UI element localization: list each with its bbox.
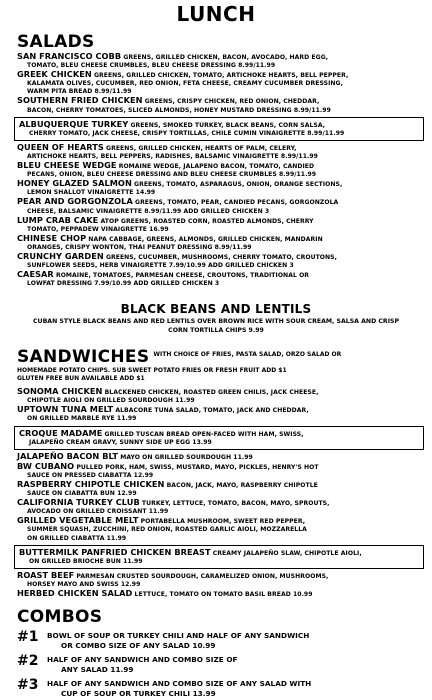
menu-item-description-cont: CHEESE, BALSAMIC VINAIGRETTE 8.99/11.99 ADD GRILLED CHICKEN 3 <box>27 207 270 215</box>
combo-number: #1 <box>17 629 39 646</box>
menu-item-name: CRUNCHY GARDEN <box>17 250 104 261</box>
menu-item <box>17 571 415 589</box>
menu-item-name: JALAPEÑO BACON BLT <box>17 450 119 461</box>
menu-item-name: CROQUE MADAME <box>19 427 103 438</box>
menu-item-name: BW CUBANO <box>17 460 75 471</box>
menu-item-description: GREENS, CUCUMBER, MUSHROOMS, CHERRY TOMATO, CROUTONS, <box>105 253 337 261</box>
menu-item-description: LETTUCE, TOMATO ON TOMATO BASIL BREAD 10.99 <box>134 591 313 599</box>
menu-item-description: GREENS, TOMATO, ASPARAGUS, ONION, ORANGE SECTIONS, <box>134 181 343 189</box>
combo-item <box>17 653 432 675</box>
combo-number: #3 <box>17 677 39 694</box>
combos-heading: COMBOS <box>17 607 103 628</box>
menu-item-description: ATOP GREENS, ROASTED CORN, ROASTED ALMONDS, CHERRY <box>100 217 314 225</box>
menu-item-description-cont: AVOCADO ON GRILLED CROISSANT 11.99 <box>27 508 169 516</box>
menu-item <box>17 143 415 161</box>
sandwiches-heading: SANDWICHES <box>17 347 150 368</box>
combo-description <box>47 679 311 699</box>
combo-item <box>17 677 432 699</box>
menu-item <box>17 234 415 252</box>
sandwiches-note-2: HOMEMADE POTATO CHIPS. SUB SWEET POTATO FRIES OR FRESH FRUIT ADD $1 <box>17 367 287 375</box>
menu-item-description: NAPA CABBAGE, GREENS, ALMONDS, GRILLED CHICKEN, MANDARIN <box>88 235 323 243</box>
black-beans-description: CUBAN STYLE BLACK BEANS AND RED LENTILS OVER BROWN RICE WITH SOUR CREAM, SALSA AND CRISP CORN TORTILLA CHIPS 9.99 <box>33 318 399 334</box>
menu-item-description-cont: ORANGES, CRISPY WONTON, THAI PEANUT DRESSING 8.99/11.99 <box>27 243 252 251</box>
menu-item-name: BLEU CHEESE WEDGE <box>17 160 117 171</box>
menu-item-description: TURKEY, LETTUCE, TOMATO, BACON, MAYO, SPROUTS, <box>141 500 330 508</box>
menu-item-name: ALBUQUERQUE TURKEY <box>19 118 129 129</box>
sandwiches-note-3: GLUTEN FREE BUN AVAILABLE ADD $1 <box>17 375 145 383</box>
menu-item-description-cont: CHERRY TOMATO, JACK CHEESE, CRISPY TORTILLAS, CHILE CUMIN VINAIGRETTE 8.99/11.99 <box>29 129 345 137</box>
menu-item-description: GRILLED TUSCAN BREAD OPEN-FACED WITH HAM, SWISS, <box>104 430 304 438</box>
featured-salad-box <box>14 117 424 141</box>
menu-item <box>17 179 415 197</box>
menu-item-description: CREAMY JALAPEÑO SLAW, CHIPOTLE AIOLI, <box>212 549 362 557</box>
combo-line-1: BOWL OF SOUP OR TURKEY CHILI AND HALF OF ANY SANDWICH <box>47 631 310 641</box>
featured-sandwich-box-2 <box>14 545 424 569</box>
menu-item <box>17 161 415 179</box>
salads-list-2 <box>17 143 415 289</box>
page-title: LUNCH <box>176 2 256 26</box>
combo-description <box>47 631 309 651</box>
menu-item <box>17 387 415 405</box>
combo-line-1: HALF OF ANY SANDWICH AND COMBO SIZE OF ANY SALAD WITH <box>47 679 312 689</box>
sandwiches-list <box>17 387 415 423</box>
menu-item-description-cont: CHIPOTLE AIOLI ON GRILLED SOURDOUGH 11.99 <box>27 397 195 405</box>
sandwiches-header <box>17 347 432 367</box>
menu-item-description: MAYO ON GRILLED SOURDOUGH 11.99 <box>120 453 253 461</box>
menu-item <box>17 452 415 462</box>
black-beans-heading: BLACK BEANS AND LENTILS <box>120 302 312 317</box>
menu-item-name: PEAR AND GORGONZOLA <box>17 196 133 207</box>
menu-item <box>17 270 415 288</box>
menu-item <box>17 52 415 70</box>
salads-heading: SALADS <box>17 32 95 52</box>
menu-item-name: HONEY GLAZED SALMON <box>17 178 132 189</box>
menu-item-description-cont: ON GRILLED BRIOCHE BUN 11.99 <box>29 557 143 565</box>
menu-item-description: ALBACORE TUNA SALAD, TOMATO, JACK AND CHEDDAR, <box>115 407 309 415</box>
combo-description <box>47 655 238 675</box>
salads-list <box>17 52 415 115</box>
menu-item <box>19 429 419 447</box>
menu-item-name: HERBED CHICKEN SALAD <box>17 588 133 599</box>
menu-item-name: UPTOWN TUNA MELT <box>17 404 114 415</box>
menu-item-name: ROAST BEEF <box>17 569 75 580</box>
combo-line-1: HALF OF ANY SANDWICH AND COMBO SIZE OF <box>47 655 238 665</box>
menu-item-description: GREENS, GRILLED CHICKEN, BACON, AVOCADO, HARD EGG, <box>123 54 329 61</box>
menu-item-description: GREENS, CRISPY CHICKEN, RED ONION, CHEDDAR, <box>144 98 320 106</box>
combo-line-2: OR COMBO SIZE OF ANY SALAD 10.99 <box>61 641 216 651</box>
menu-item-description-cont: TOMATO, PEPPADEW VINAIGRETTE 16.99 <box>27 225 169 233</box>
menu-item-description-cont: WARM PITA BREAD 8.99/11.99 <box>27 88 132 96</box>
menu-item-name: GRILLED VEGETABLE MELT <box>17 515 139 526</box>
menu-item <box>17 462 415 480</box>
menu-item-name: QUEEN OF HEARTS <box>17 141 104 152</box>
menu-item <box>17 216 415 234</box>
menu-item <box>19 120 419 138</box>
sandwiches-list-3 <box>17 571 415 599</box>
menu-item-description: GREENS, GRILLED CHICKEN, TOMATO, ARTICHOKE HEARTS, BELL PEPPER, <box>93 72 349 80</box>
menu-item <box>17 516 415 542</box>
menu-item-description: ROMAINE, TOMATOES, PARMESAN CHEESE, CROUTONS, TRADITIONAL OR <box>55 272 310 280</box>
menu-item <box>17 498 415 516</box>
menu-item-description: ROMAINE WEDGE, JALAPENO BACON, TOMATO, CANDIED <box>118 163 315 171</box>
menu-item-description: GREENS, SMOKED TURKEY, BLACK BEANS, CORN SALSA, <box>130 121 326 129</box>
menu-item-description: BLACKENED CHICKEN, ROASTED GREEN CHILIS, JACK CHEESE, <box>104 389 319 397</box>
menu-item-description-cont: PECANS, ONION, BLEU CHEESE DRESSING AND BLEU CHEESE CRUMBLES 8.99/11.99 <box>27 171 317 179</box>
menu-item-description-cont: KALAMATA OLIVES, CUCUMBER, RED ONION, FETA CHEESE, CREAMY CUCUMBER DRESSING, <box>27 80 343 88</box>
menu-item-name: SAN FRANCISCO COBB <box>17 51 122 61</box>
menu-item-description-cont: JALAPEÑO CREAM GRAVY, SUNNY SIDE UP EGG 13.99 <box>29 438 212 446</box>
combo-number: #2 <box>17 653 39 670</box>
menu-item <box>17 70 415 96</box>
menu-item-name: BUTTERMILK PANFRIED CHICKEN BREAST <box>19 546 211 557</box>
menu-item <box>17 405 415 423</box>
combo-line-2: CUP OF SOUP OR TURKEY CHILI 13.99 <box>61 689 216 699</box>
menu-item <box>17 480 415 498</box>
menu-item-description-cont: ARTICHOKE HEARTS, BELL PEPPERS, RADISHES, BALSAMIC VINAIGRETTE 8.99/11.99 <box>27 152 318 160</box>
menu-item-description: GREENS, GRILLED CHICKEN, HEARTS OF PALM, CELERY, <box>106 144 297 152</box>
menu-item-description-cont: SUMMER SQUASH, ZUCCHINI, RED ONION, ROASTED GARLIC AIOLI, MOZZARELLA <box>27 526 307 534</box>
featured-sandwich-box-1 <box>14 426 424 450</box>
menu-item-description-cont: SAUCE ON CIABATTA BUN 12.99 <box>27 490 137 498</box>
menu-item-name: LUMP CRAB CAKE <box>17 214 99 225</box>
menu-item-description-cont: SAUCE ON PRESSED CIABATTA 12.99 <box>27 471 154 479</box>
menu-item-description: BACON, JACK, MAYO, RASPBERRY CHIPOTLE <box>166 482 318 489</box>
menu-item-name: SOUTHERN FRIED CHICKEN <box>17 95 143 106</box>
menu-item-name: GREEK CHICKEN <box>17 69 92 80</box>
menu-item <box>17 197 415 215</box>
menu-item-description: PULLED PORK, HAM, SWISS, MUSTARD, MAYO, PICKLES, HENRY'S HOT <box>76 463 319 471</box>
combo-line-2: ANY SALAD 11.99 <box>61 665 134 675</box>
menu-item-description-cont: LOWFAT DRESSING 7.99/10.99 ADD GRILLED CHICKEN 3 <box>27 280 220 288</box>
menu-item-description-cont: ON GRILLED MARBLE RYE 11.99 <box>27 415 137 423</box>
menu-item-description-cont: SUNFLOWER SEEDS, HERB VINAIGRETTE 7.99/10.99 ADD GRILLED CHICKEN 3 <box>27 262 294 270</box>
sandwiches-note-1: WITH CHOICE OF FRIES, PASTA SALAD, ORZO SALAD OR <box>153 351 342 359</box>
menu-item-description: GREENS, TOMATO, PEAR, CANDIED PECANS, GORGONZOLA <box>135 199 339 207</box>
menu-item-name: SONOMA CHICKEN <box>17 386 103 397</box>
combos-list <box>0 629 432 699</box>
combo-item <box>17 629 432 651</box>
menu-item-description-cont: BACON, CHERRY TOMATOES, SLICED ALMONDS, HONEY MUSTARD DRESSING 8.99/11.99 <box>27 106 331 114</box>
menu-item <box>17 96 415 114</box>
menu-item-description-cont: TOMATO, BLEU CHEESE CRUMBLES, BLEU CHEESE DRESSING 8.99/11.99 <box>27 62 276 70</box>
menu-item-description-cont: HORSEY MAYO AND SWISS 12.99 <box>27 580 141 588</box>
menu-item-description: PARMESAN CRUSTED SOURDOUGH, CARAMELIZED ONION, MUSHROOMS, <box>76 572 329 580</box>
menu-item-name: CALIFORNIA TURKEY CLUB <box>17 497 140 508</box>
menu-item-name: CAESAR <box>17 269 54 280</box>
menu-item <box>17 252 415 270</box>
sandwiches-list-2 <box>17 452 415 543</box>
menu-item-description-cont: ON GRILLED CIABATTA 11.99 <box>27 534 127 542</box>
menu-item-description-cont: LEMON SHALLOT VINAIGRETTE 14.99 <box>27 189 156 197</box>
menu-item-name: RASPBERRY CHIPOTLE CHICKEN <box>17 479 165 489</box>
menu-item-description: PORTABELLA MUSHROOM, SWEET RED PEPPER, <box>140 518 306 526</box>
menu-item-name: CHINESE CHOP <box>17 232 87 243</box>
menu-item <box>19 548 419 566</box>
menu-item <box>17 589 415 599</box>
